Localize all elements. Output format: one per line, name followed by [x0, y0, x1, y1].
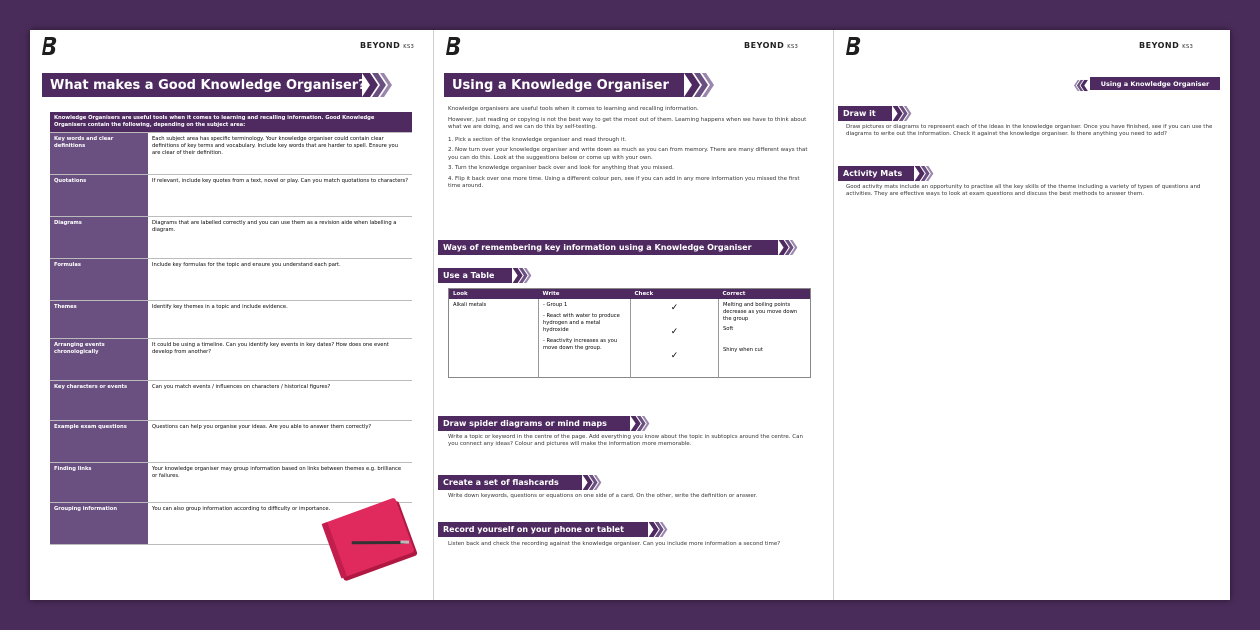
row-value: Questions can help you organise your ideas. Are you able to answer them correctly?	[148, 421, 412, 463]
cell-correct	[719, 299, 811, 378]
chevron-arrow-icon	[512, 268, 532, 283]
header-check: Check	[631, 289, 719, 300]
step-item: 2. Now turn over your knowledge organiser and write down as much as you can from memory. There are many different ways that you can do this. Look at the suggestions below or come up with your own.	[448, 147, 808, 161]
section-text: Draw pictures or diagrams to represent each of the ideas in the knowledge organiser. Once you have finished, see if you can use the diagrams to write out the information. Check it against the knowledge organiser. Is there anything you need to add?	[846, 124, 1213, 138]
section-heading: Draw it	[838, 106, 892, 121]
beyond-logo-icon	[42, 36, 58, 56]
row-value: Include key formulas for the topic and ensure you understand each part.	[148, 259, 412, 301]
row-value: Each subject area has specific terminology. Your knowledge organiser could contain clear definitions of key terms and vocabulary. Include key words that are harder to spell. Ensure you are clear of their definition.	[148, 133, 412, 175]
write-item: - Group 1	[543, 302, 568, 308]
chevron-arrow-icon	[778, 240, 798, 255]
chevron-arrow-icon	[630, 416, 650, 431]
cell-look: Alkali metals	[449, 299, 539, 378]
table-intro: Knowledge Organisers are useful tools when it comes to learning and recalling information. Good Knowledge Organisers contain the following, depending on the subject area:	[50, 112, 412, 133]
row-value: It could be using a timeline. Can you identify key events in key dates? How does one event develop from another?	[148, 339, 412, 381]
section-text: Good activity mats include an opportunity to practise all the key skills of the theme including a variety of types of questions and activities. They are effective ways to look at exam questions and discuss the best methods to answer them.	[846, 184, 1201, 198]
check-icon: ✓	[670, 327, 679, 338]
table-row	[50, 381, 412, 421]
row-key: Diagrams	[50, 217, 148, 259]
intro-text-1: Knowledge organisers are useful tools when it comes to learning and recalling information.	[448, 106, 699, 112]
section-text: Listen back and check the recording against the knowledge organiser. Can you include more information a second time?	[448, 541, 781, 547]
step-item: 1. Pick a section of the knowledge organiser and read through it.	[448, 137, 627, 143]
beyond-logo-icon	[846, 36, 862, 56]
page-1	[30, 30, 433, 600]
table-row	[50, 463, 412, 503]
intro-text-2: However, just reading or copying is not the best way to get the most out of them. Learning happens when we have to think about what we are doing, and we can do this by self-testing.	[448, 117, 807, 131]
correct-item: Shiny when cut	[723, 347, 763, 354]
row-value: Diagrams that are labelled correctly and you can use them as a revision aide when labelling a diagram.	[148, 217, 412, 259]
header-write: Write	[539, 289, 631, 300]
section-text: Write down keywords, questions or equations on one side of a card. On the other, write the definition or answer.	[448, 493, 758, 499]
section-heading: Activity Mats	[838, 166, 914, 181]
row-key: Arranging events chronologically	[50, 339, 148, 381]
correct-item: Melting and boiling points decrease as you move down the group	[723, 302, 798, 323]
ways-heading: Ways of remembering key information using a Knowledge Organiser	[438, 240, 778, 255]
row-key: Formulas	[50, 259, 148, 301]
chevron-arrow-icon	[362, 73, 392, 97]
table-row	[50, 133, 412, 175]
table-header-row	[449, 289, 811, 300]
write-item: - Reactivity increases as you move down the group.	[543, 338, 618, 352]
table-row	[50, 175, 412, 217]
page-tag: Using a Knowledge Organiser	[1090, 77, 1220, 90]
row-key: Grouping information	[50, 503, 148, 545]
document-sheet	[30, 30, 1230, 600]
check-icon: ✓	[670, 351, 679, 362]
write-item: - React with water to produce hydrogen and a metal hydroxide	[543, 313, 620, 334]
section-text: Write a topic or keyword in the centre of the page. Add everything you know about the topic in subtopics around the centre. Can you connect any ideas? Colour and pictures will make the information more memorable.	[448, 434, 803, 448]
table-row	[50, 421, 412, 463]
row-value: If relevant, include key quotes from a text, novel or play. Can you match quotations to characters?	[148, 175, 412, 217]
correct-item: Soft	[723, 326, 734, 333]
chevron-arrow-icon	[684, 73, 714, 97]
section-heading: Record yourself on your phone or tablet	[438, 522, 648, 537]
row-key: Key characters or events	[50, 381, 148, 421]
header-correct: Correct	[719, 289, 811, 300]
row-value: Can you match events / influences on characters / historical figures?	[148, 381, 412, 421]
row-key: Finding links	[50, 463, 148, 503]
row-key: Themes	[50, 301, 148, 339]
row-value: Your knowledge organiser may group information based on links between themes e.g. brilliance or failures.	[148, 463, 412, 503]
steps-list	[448, 137, 812, 191]
table-row	[50, 301, 412, 339]
cell-check	[631, 299, 719, 378]
check-icon: ✓	[670, 303, 679, 313]
row-key: Example exam questions	[50, 421, 148, 463]
table-row	[50, 217, 412, 259]
chevron-arrow-icon	[582, 475, 602, 490]
chevron-arrow-icon	[914, 166, 934, 181]
row-value: You can also group information according to difficulty or importance.	[148, 503, 412, 545]
table-heading: Use a Table	[438, 268, 512, 283]
knowledge-table	[50, 112, 412, 545]
brand-name: BEYOND KS3	[1139, 41, 1194, 50]
chevron-arrow-icon	[892, 106, 912, 121]
row-key: Quotations	[50, 175, 148, 217]
cell-write	[539, 299, 631, 378]
beyond-logo-icon	[446, 36, 462, 56]
page-3	[833, 30, 1230, 600]
brand-name: BEYOND KS3	[744, 41, 799, 50]
row-key: Key words and clear definitions	[50, 133, 148, 175]
header-look: Look	[449, 289, 539, 300]
page-title: Using a Knowledge Organiser	[444, 73, 684, 97]
step-item: 4. Flip it back over one more time. Using a different colour pen, see if you can add in any more information you missed the first time around.	[448, 175, 800, 190]
use-table	[448, 288, 811, 378]
step-item: 3. Turn the knowledge organiser back over and look for anything that you missed.	[448, 165, 674, 172]
table-intro-row	[50, 112, 412, 133]
chevron-arrow-icon	[1074, 77, 1088, 90]
chevron-arrow-icon	[648, 522, 668, 537]
page-title: What makes a Good Knowledge Organiser?	[42, 73, 362, 97]
row-value: Identify key themes in a topic and include evidence.	[148, 301, 412, 339]
section-heading: Draw spider diagrams or mind maps	[438, 416, 630, 431]
table-row	[449, 299, 811, 378]
page-2	[433, 30, 833, 600]
brand-name: BEYOND KS3	[360, 41, 415, 50]
table-row	[50, 259, 412, 301]
table-row	[50, 339, 412, 381]
section-heading: Create a set of flashcards	[438, 475, 582, 490]
